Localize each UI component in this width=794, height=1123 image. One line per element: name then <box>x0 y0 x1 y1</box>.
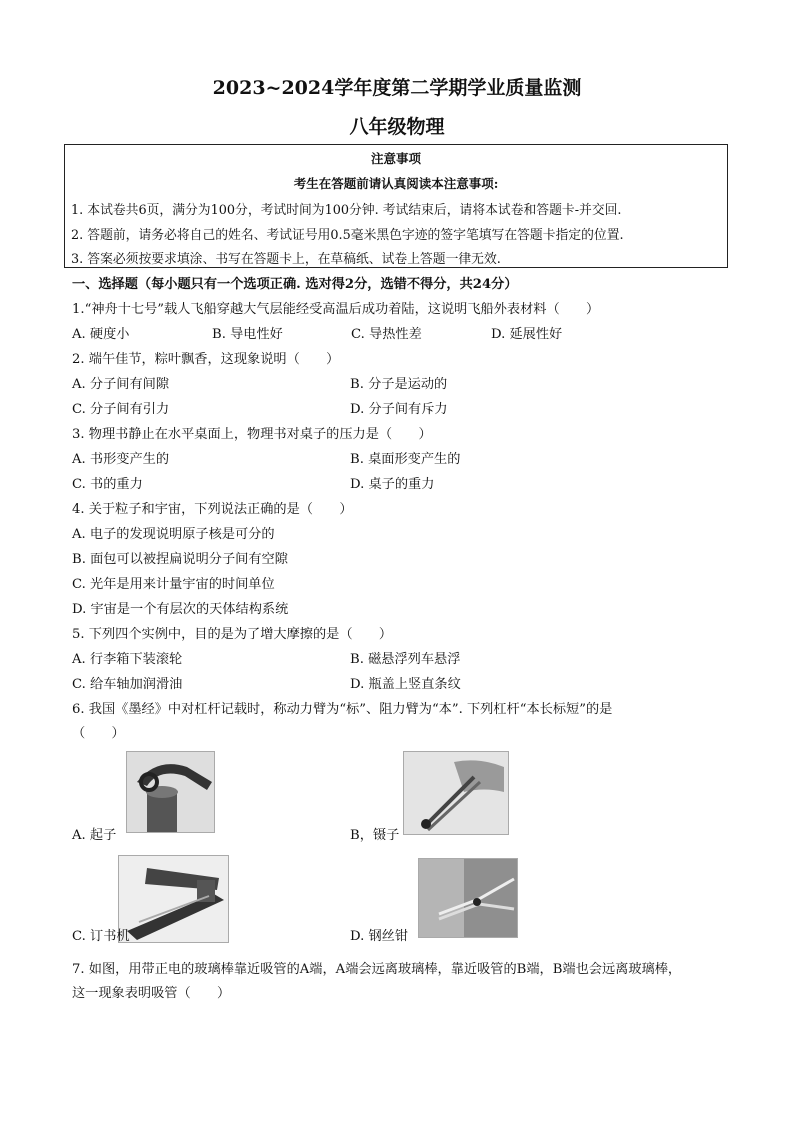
option: D. 瓶盖上竖直条纹 <box>350 677 461 692</box>
notice-intro: 考生在答题前请认真阅读本注意事项: <box>293 176 499 191</box>
option: A. 分子间有间隙 <box>72 377 170 392</box>
section-heading: 一、选择题（每小题只有一个选项正确. 选对得2分，选错不得分，共24分） <box>72 277 518 292</box>
notice-item: 1. 本试卷共6页，满分为100分，考试时间为100分钟. 考试结束后，请将本试卷和答题卡-并交回. <box>71 203 622 218</box>
page-subtitle: 八年级物理 <box>349 116 445 138</box>
question-stem: 7. 如图，用带正电的玻璃棒靠近吸管的A端，A端会远离玻璃棒，靠近吸管的B端，B端也会远离玻璃棒， <box>72 962 682 977</box>
notice-heading: 注意事项 <box>370 151 421 166</box>
notice-item: 2. 答题前，请务必将自己的姓名、考试证号用0.5毫米黑色字迹的签字笔填写在答题卡指定的位置. <box>71 228 624 243</box>
option: D. 分子间有斥力 <box>350 402 448 417</box>
question-stem: 6. 我国《墨经》中对杠杆记载时，称动力臂为“标”、阻力臂为“本”. 下列杠杆“本长标短”的是 <box>72 702 613 717</box>
question-stem: 5. 下列四个实例中，目的是为了增大摩擦的是（ ） <box>72 627 393 642</box>
question-stem: 2. 端午佳节，粽叶飘香，这现象说明（ ） <box>72 352 340 367</box>
option: B. 面包可以被捏扁说明分子间有空隙 <box>72 552 288 567</box>
bottle-opener-image <box>126 751 215 833</box>
option: D. 钢丝钳 <box>350 929 409 944</box>
option: A. 硬度小 <box>72 327 130 342</box>
option: B. 磁悬浮列车悬浮 <box>350 652 461 667</box>
question-stem: 1.“神舟十七号”载人飞船穿越大气层能经受高温后成功着陆，这说明飞船外表材料（ ） <box>72 302 600 317</box>
notice-item: 3. 答案必须按要求填涂、书写在答题卡上，在草稿纸、试卷上答题一律无效. <box>71 252 501 267</box>
option: A. 书形变产生的 <box>72 452 170 467</box>
option: C. 光年是用来计量宇宙的时间单位 <box>72 577 275 592</box>
option: C. 订书机 <box>72 929 130 944</box>
question-stem: 4. 关于粒子和宇宙，下列说法正确的是（ ） <box>72 502 353 517</box>
stapler-image <box>118 855 229 943</box>
option: A. 电子的发现说明原子核是可分的 <box>72 527 275 542</box>
pliers-image <box>418 858 518 938</box>
page-title: 2023~2024学年度第二学期学业质量监测 <box>212 77 582 99</box>
option: C. 导热性差 <box>351 327 422 342</box>
question-stem-cont: 这一现象表明吸管（ ） <box>72 986 231 1001</box>
option: D. 桌子的重力 <box>350 477 435 492</box>
notice-box <box>64 144 728 268</box>
option: C. 书的重力 <box>72 477 143 492</box>
tweezers-image <box>403 751 509 835</box>
option: C. 分子间有引力 <box>72 402 170 417</box>
answer-paren: （ ） <box>72 726 125 741</box>
option: D. 延展性好 <box>491 327 563 342</box>
option: A. 起子 <box>72 828 117 843</box>
option: D. 宇宙是一个有层次的天体结构系统 <box>72 602 289 617</box>
option: B. 导电性好 <box>212 327 283 342</box>
question-stem: 3. 物理书静止在水平桌面上，物理书对桌子的压力是（ ） <box>72 427 432 442</box>
option: C. 给车轴加润滑油 <box>72 677 183 692</box>
option: B. 桌面形变产生的 <box>350 452 461 467</box>
option: B. 分子是运动的 <box>350 377 448 392</box>
option: A. 行李箱下装滚轮 <box>72 652 183 667</box>
option: B，镊子 <box>350 828 400 843</box>
